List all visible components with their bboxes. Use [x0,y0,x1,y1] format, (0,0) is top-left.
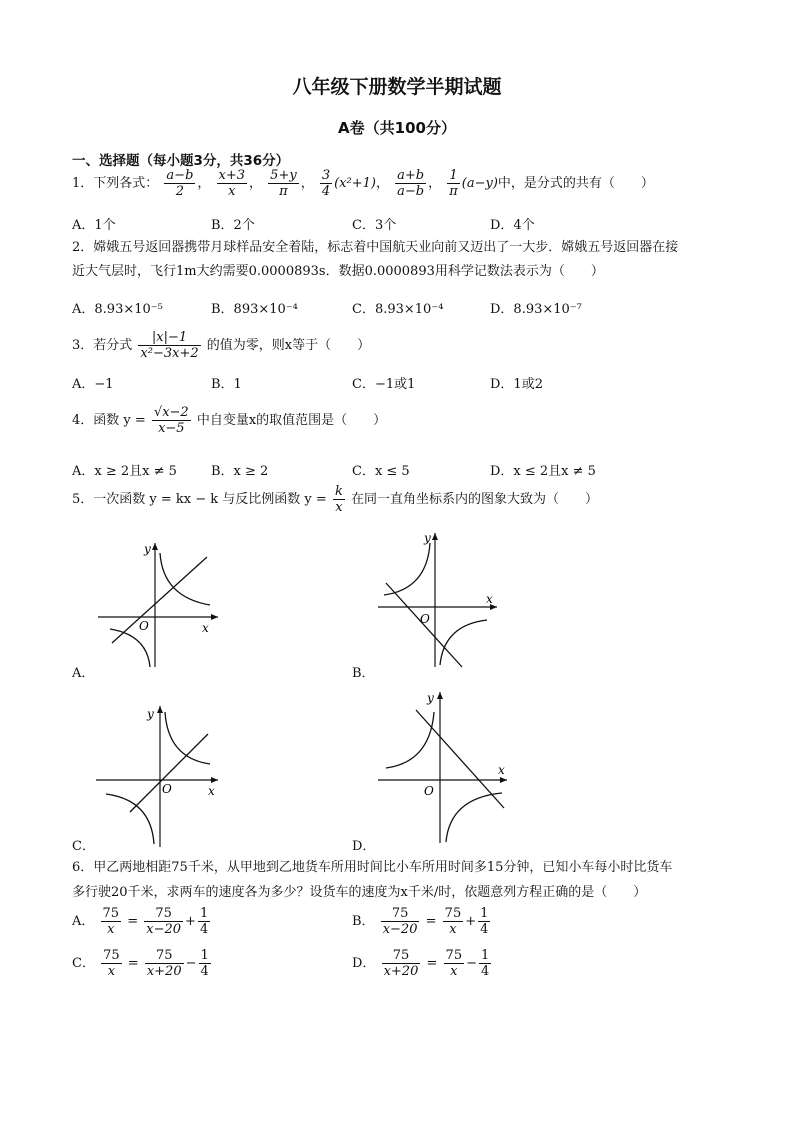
q6-d-equals: = [426,956,438,971]
question-2-line-1: 2．嫦娥五号返回器携带月球样品安全着陆，标志着中国航天业向前又迈出了一大步．嫦娥五号返回器在接 [72,240,679,255]
q4-suffix: 中自变量x的取值范围是（ ） [196,413,387,428]
q6-option-b[interactable] [352,906,492,937]
q6-d-f2-den: x [444,963,465,979]
q1-fraction-1 [164,168,195,199]
graph-b-label[interactable]: B． [352,666,375,681]
question-6-line-2: 多行驶20千米，求两车的速度各为多少？设货车的速度为x千米/时，依题意列方程正确的是（ ） [72,885,647,900]
q3-fraction [138,330,200,361]
q1-f6-denominator: π [449,184,458,199]
q5-numerator: k [334,484,343,499]
q1-fraction-6 [447,168,460,199]
q6-d-f1-den: x+20 [383,964,419,979]
graph-b-line [386,583,462,667]
q6-option-a[interactable] [72,906,212,937]
graph-b [372,527,507,672]
question-5-stem [72,484,598,515]
q6-b-operator: + [465,914,477,929]
graph-c [90,702,230,852]
q3-suffix: 的值为零，则x等于（ ） [206,338,371,353]
q4-option-c[interactable]: C．x ≤ 5 [352,464,410,479]
q6-a-frac-2 [144,906,183,937]
graph-d-label[interactable]: D． [352,839,376,854]
q6-b-f2-num: 75 [444,906,462,921]
q6-b-f1-num: 75 [391,906,409,921]
q6-b-f1-den: x−20 [382,922,418,937]
q6-b-f3-num: 1 [480,906,489,921]
q3-option-d[interactable]: D．1或2 [490,377,543,392]
q1-f5-denominator: a−b [397,184,425,199]
q6-a-operator: + [185,914,196,929]
q5-fraction [333,484,345,515]
q5-prefix: 5．一次函数 y = kx − k 与反比例函数 y = [72,492,327,507]
q6-d-f3-num: 1 [481,948,490,963]
q6-b-equals: = [425,914,437,929]
q1-f1-numerator: a−b [166,168,194,183]
q6-a-f3-den: 4 [199,922,209,937]
q6-c-frac-1 [101,948,122,979]
q6-d-label: D． [352,956,376,971]
q4-fraction [152,405,191,436]
q6-d-frac-2 [444,948,465,979]
q2-option-a[interactable]: A．8.93×10⁻⁵ [72,302,163,317]
question-1-stem: 1．下列各式： $\frac{a-b}{2}$ ， $\frac{x+3}{x}$ ， $\frac{5+y}{\pi}$ ， $\frac{3}{4}$ (x²+1)， $\frac{a+b}{a-b}$ ， $\frac{1}{\pi}$ (a−y)中，是分式的共有（ ） [72,168,654,199]
q6-c-equals: = [127,956,139,971]
graph-b-hyperbola-1 [384,543,430,595]
graph-c-y-label: y [147,707,154,721]
q1-f6-numerator: 1 [449,168,458,183]
q1-f3-denominator: π [268,183,299,199]
page-subtitle: A卷（共100分） [338,119,456,137]
q6-c-f1-num: 75 [103,948,120,963]
q6-a-f2-num: 75 [155,906,172,921]
q1-f4-numerator: 3 [321,168,331,183]
q5-denominator: x [333,499,345,515]
q1-option-c[interactable]: C．3个 [352,218,397,233]
graph-d [372,688,517,848]
graph-d-hyperbola-2 [446,793,502,842]
page-title: 八年级下册数学半期试题 [292,76,502,98]
q1-f3-numerator: 5+y [270,168,297,183]
q1-f2-numerator: x+3 [218,168,246,183]
question-6-line-1: 6．甲乙两地相距75千米，从甲地到乙地货车所用时间比小车所用时间多15分钟，已知小车每小时比货车 [72,860,673,875]
q1-prefix: 1．下列各式： [72,176,159,191]
graph-d-x-label: x [498,763,505,777]
q2-option-b[interactable]: B．893×10⁻⁴ [211,302,298,317]
q6-c-f2-num: 75 [155,948,173,963]
q4-option-a[interactable]: A．x ≥ 2且x ≠ 5 [72,464,177,479]
q6-c-f2-den: x+20 [146,964,182,979]
q6-d-f2-num: 75 [445,948,463,963]
q3-option-c[interactable]: C．−1或1 [352,377,416,392]
q1-f6-tail: (a−y) [461,176,498,191]
q6-c-label: C． [72,956,95,971]
graph-b-origin: O [420,612,430,626]
q1-f4-tail: (x²+1) [334,176,376,191]
graph-b-y-label: y [424,531,431,545]
q3-option-b[interactable]: B．1 [211,377,242,392]
q6-b-frac-2 [443,906,464,937]
q6-c-frac-3 [199,948,211,979]
q4-denominator: x−5 [152,420,191,436]
question-3-stem [72,330,370,361]
graph-a-hyperbola-2 [110,629,150,667]
q3-option-a[interactable]: A．−1 [72,377,114,392]
graph-c-line [130,734,208,812]
q6-a-frac-3 [198,906,210,937]
q4-prefix: 4．函数 y = [72,413,146,428]
q3-numerator: |x|−1 [151,330,188,345]
q6-b-label: B． [352,914,375,929]
q6-a-f2-den: x−20 [146,922,182,937]
q6-b-frac-3 [478,906,490,937]
q6-c-f3-num: 1 [200,948,209,963]
graph-d-hyperbola-1 [386,712,434,768]
q6-option-c[interactable] [72,948,213,979]
q1-f5-numerator: a+b [397,168,425,183]
q1-f4-denominator: 4 [321,184,331,199]
q1-f2-denominator: x [217,183,248,199]
q6-a-f1-num: 75 [102,906,120,921]
section-heading: 一、选择题（每小题3分，共36分） [72,153,290,169]
graph-d-origin: O [424,784,434,798]
q6-b-frac-1 [381,906,420,937]
q6-option-d[interactable] [352,948,493,979]
q6-a-f3-num: 1 [199,906,209,921]
q1-suffix: 中，是分式的共有（ ） [497,176,654,191]
graph-d-y-label: y [427,691,434,705]
question-4-stem [72,405,386,436]
graph-b-hyperbola-2 [440,620,487,665]
q6-b-f3-den: 4 [480,922,489,937]
graph-a [90,535,230,675]
q2-option-d[interactable]: D．8.93×10⁻⁷ [490,302,582,317]
question-2-line-2: 近大气层时，飞行1m大约需要0.0000893s．数据0.0000893用科学记数法表示为（ ） [72,264,604,279]
q4-option-b[interactable]: B．x ≥ 2 [211,464,269,479]
q6-a-frac-1 [101,906,122,937]
q6-d-operator: − [466,956,477,971]
q6-d-f3-den: 4 [481,964,490,979]
graph-a-y-label: y [144,542,151,556]
q4-numerator: √x−2 [153,405,189,420]
graph-c-x-label: x [208,784,215,798]
q1-f1-denominator: 2 [164,183,195,199]
q6-a-equals: = [127,914,139,929]
graph-c-label[interactable]: C． [72,839,95,854]
q6-a-f1-den: x [101,921,122,937]
q5-suffix: 在同一直角坐标系内的图象大致为（ ） [350,492,598,507]
graph-b-x-label: x [486,592,493,606]
q1-fraction-4 [320,168,332,199]
q6-d-f1-num: 75 [392,948,410,963]
q6-d-frac-3 [479,948,491,979]
q6-c-frac-2 [145,948,184,979]
q6-b-f2-den: x [443,921,464,937]
q1-fraction-5 [395,168,426,199]
q6-c-f1-den: x [101,963,122,979]
q3-prefix: 3．若分式 [72,338,133,353]
q2-option-c[interactable]: C．8.93×10⁻⁴ [352,302,444,317]
q1-fraction-3 [268,168,299,199]
q1-option-d[interactable]: D．4个 [490,218,535,233]
q6-d-frac-1 [382,948,421,979]
q1-fraction-2 [217,168,248,199]
q1-option-b[interactable]: B．2个 [211,218,255,233]
q4-option-d[interactable]: D．x ≤ 2且x ≠ 5 [490,464,596,479]
q3-denominator: x²−3x+2 [140,346,199,361]
q1-option-a[interactable]: A．1个 [72,218,116,233]
graph-c-origin: O [162,782,172,796]
q6-a-label: A． [72,914,95,929]
q6-c-operator: − [185,956,197,971]
graph-a-x-label: x [202,621,209,635]
q6-c-f3-den: 4 [200,964,209,979]
graph-a-origin: O [139,619,149,633]
graph-a-label[interactable]: A． [72,666,95,681]
graph-c-hyperbola-2 [106,794,154,844]
